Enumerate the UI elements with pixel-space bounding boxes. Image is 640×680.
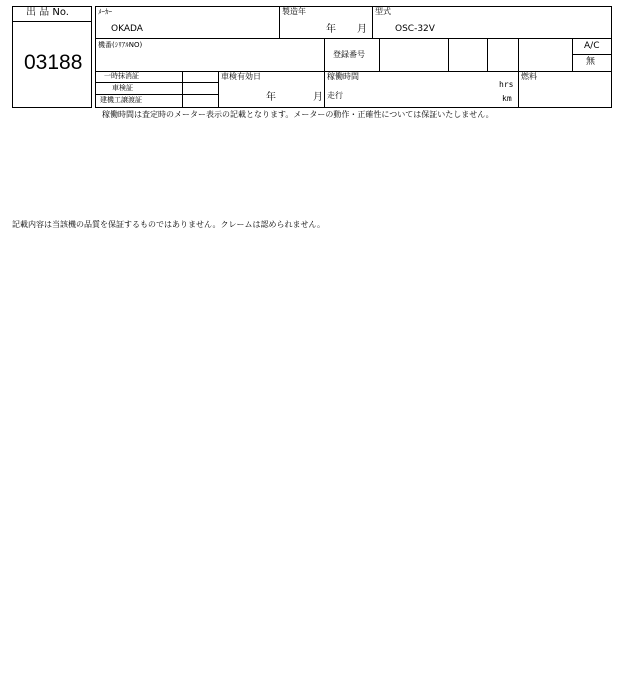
disclaimer-note: 記載内容は当該機の品質を保証するものではありません。クレームは認められません。 <box>12 220 325 229</box>
model-value: OSC-32V <box>395 24 435 34</box>
year-label: 製造年 <box>282 7 306 16</box>
month-unit: 月 <box>357 24 367 35</box>
maker-year-divider <box>279 6 280 38</box>
inspection-hours-divider <box>324 71 325 108</box>
hours-fuel-divider <box>518 71 519 108</box>
serial-reg-divider <box>324 38 325 71</box>
meter-note: 稼働時間は査定時のメーター表示の記載となります。メーターの動作・正確性については保証いたしません。 <box>102 110 494 119</box>
run-unit: km <box>502 94 512 103</box>
row1-divider <box>95 38 612 39</box>
cert-transfer: 建機工譲渡証 <box>100 96 142 104</box>
inspection-month-unit: 月 <box>313 92 323 103</box>
ac-value: 無 <box>586 57 596 67</box>
ac-divider <box>572 54 612 55</box>
lot-header-label: 出 品 No. <box>26 7 69 18</box>
lot-number: 03188 <box>24 51 83 74</box>
serial-label: 機番(ｼﾘｱﾙNO) <box>98 41 143 49</box>
lot-header-divider <box>12 21 92 22</box>
hours-unit: hrs <box>499 80 514 89</box>
reg-box4-divider <box>518 38 519 71</box>
maker-value: OKADA <box>111 24 143 34</box>
cert-inspection-divider <box>218 71 219 108</box>
year-model-divider <box>372 6 373 38</box>
cert-vehicle-inspection: 車検証 <box>112 84 133 92</box>
reg-box3-divider <box>487 38 488 71</box>
reg-label: 登録番号 <box>333 50 365 59</box>
ac-label: A/C <box>584 41 600 51</box>
year-unit: 年 <box>326 24 336 35</box>
inspection-year-unit: 年 <box>266 92 276 103</box>
reg-box1-divider <box>379 38 380 71</box>
cert-row2-divider <box>95 94 218 95</box>
run-label: 走行 <box>327 91 343 100</box>
cert-check-divider <box>182 71 183 108</box>
reg-box2-divider <box>448 38 449 71</box>
inspection-label: 車検有効日 <box>221 72 261 81</box>
maker-label: ﾒｰｶｰ <box>98 8 112 16</box>
model-label: 型式 <box>375 7 391 16</box>
fuel-label: 燃料 <box>521 72 537 81</box>
hours-label: 稼働時間 <box>327 72 359 81</box>
cert-row1-divider <box>95 82 218 83</box>
cert-temp-deregistration: 一時抹消証 <box>104 72 139 80</box>
